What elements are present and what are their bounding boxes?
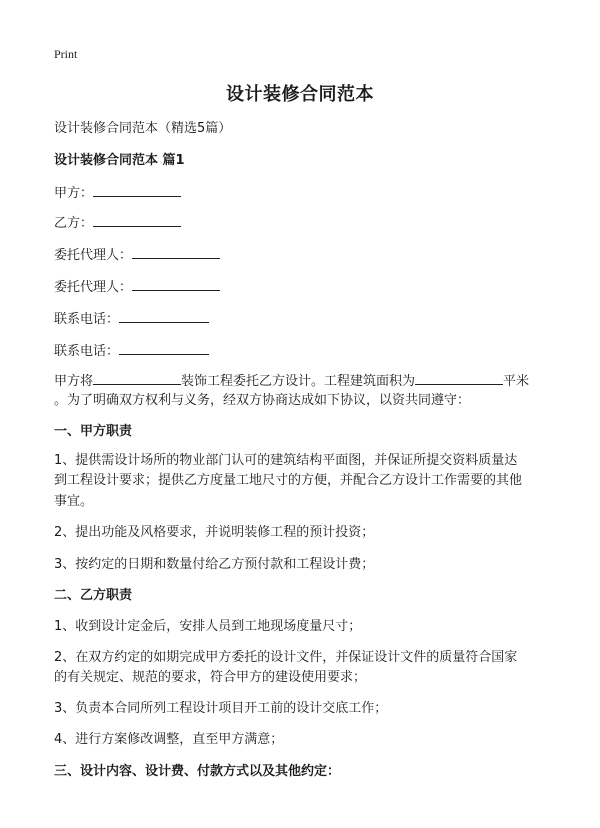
s2-item4: 4、进行方案修改调整，直至甲方满意； xyxy=(54,732,284,747)
section-1-heading: 一、甲方职责 xyxy=(54,424,133,439)
phone-blank-2 xyxy=(119,340,209,355)
agent-blank-2 xyxy=(132,276,220,291)
party-b-field xyxy=(54,212,181,234)
intro-part-3: 平米 xyxy=(503,374,530,389)
intro-part-1: 甲方将 xyxy=(54,374,94,389)
phone-label-1: 联系电话： xyxy=(54,312,120,327)
party-b-label: 乙方： xyxy=(54,216,94,231)
agent-blank-1 xyxy=(132,244,220,259)
phone-blank-1 xyxy=(119,308,209,323)
intro-line-2: 。为了明确双方权利与义务，经双方协商达成如下协议，以资共同遵守： xyxy=(54,393,471,408)
section-3-heading: 三、设计内容、设计费、付款方式以及其他约定： xyxy=(54,764,341,779)
project-name-blank xyxy=(93,370,181,385)
party-b-blank xyxy=(93,212,181,227)
document-title: 设计装修合同范本 xyxy=(226,84,374,105)
s2-item3: 3、负责本合同所列工程设计项目开工前的设计交底工作； xyxy=(54,701,388,716)
agent-field-2 xyxy=(54,276,220,298)
agent-label-1: 委托代理人： xyxy=(54,248,133,263)
section-2-heading: 二、乙方职责 xyxy=(54,588,133,603)
s2-item2-line2: 的有关规定、规范的要求，符合甲方的建设使用要求； xyxy=(54,670,367,685)
intro-line-1 xyxy=(54,370,529,392)
document-subtitle: 设计装修合同范本（精选5篇） xyxy=(54,121,232,136)
s1-item1-line2: 到工程设计要求；提供乙方度量工地尺寸的方便，并配合乙方设计工作需要的其他 xyxy=(54,473,523,488)
phone-field-2 xyxy=(54,340,209,362)
s1-item1-line3: 事宜。 xyxy=(54,494,94,509)
s1-item3: 3、按约定的日期和数量付给乙方预付款和工程设计费； xyxy=(54,557,375,572)
phone-field-1 xyxy=(54,308,209,330)
s2-item1: 1、收到设计定金后，安排人员到工地现场度量尺寸； xyxy=(54,619,362,634)
party-a-blank xyxy=(93,182,181,197)
s2-item2-line1: 2、在双方约定的如期完成甲方委托的设计文件，并保证设计文件的质量符合国家 xyxy=(54,650,518,665)
s1-item2: 2、提出功能及风格要求，并说明装修工程的预计投资； xyxy=(54,525,375,540)
phone-label-2: 联系电话： xyxy=(54,344,120,359)
intro-part-2: 装饰工程委托乙方设计。工程建筑面积为 xyxy=(181,374,416,389)
agent-label-2: 委托代理人： xyxy=(54,280,133,295)
s1-item1-line1: 1、提供需设计场所的物业部门认可的建筑结构平面图，并保证所提交资料质量达 xyxy=(54,453,518,468)
party-a-label: 甲方： xyxy=(54,186,94,201)
section-heading: 设计装修合同范本 篇1 xyxy=(54,153,185,168)
agent-field-1 xyxy=(54,244,220,266)
print-link[interactable]: Print xyxy=(54,47,78,61)
party-a-field xyxy=(54,182,181,204)
area-blank xyxy=(415,370,503,385)
